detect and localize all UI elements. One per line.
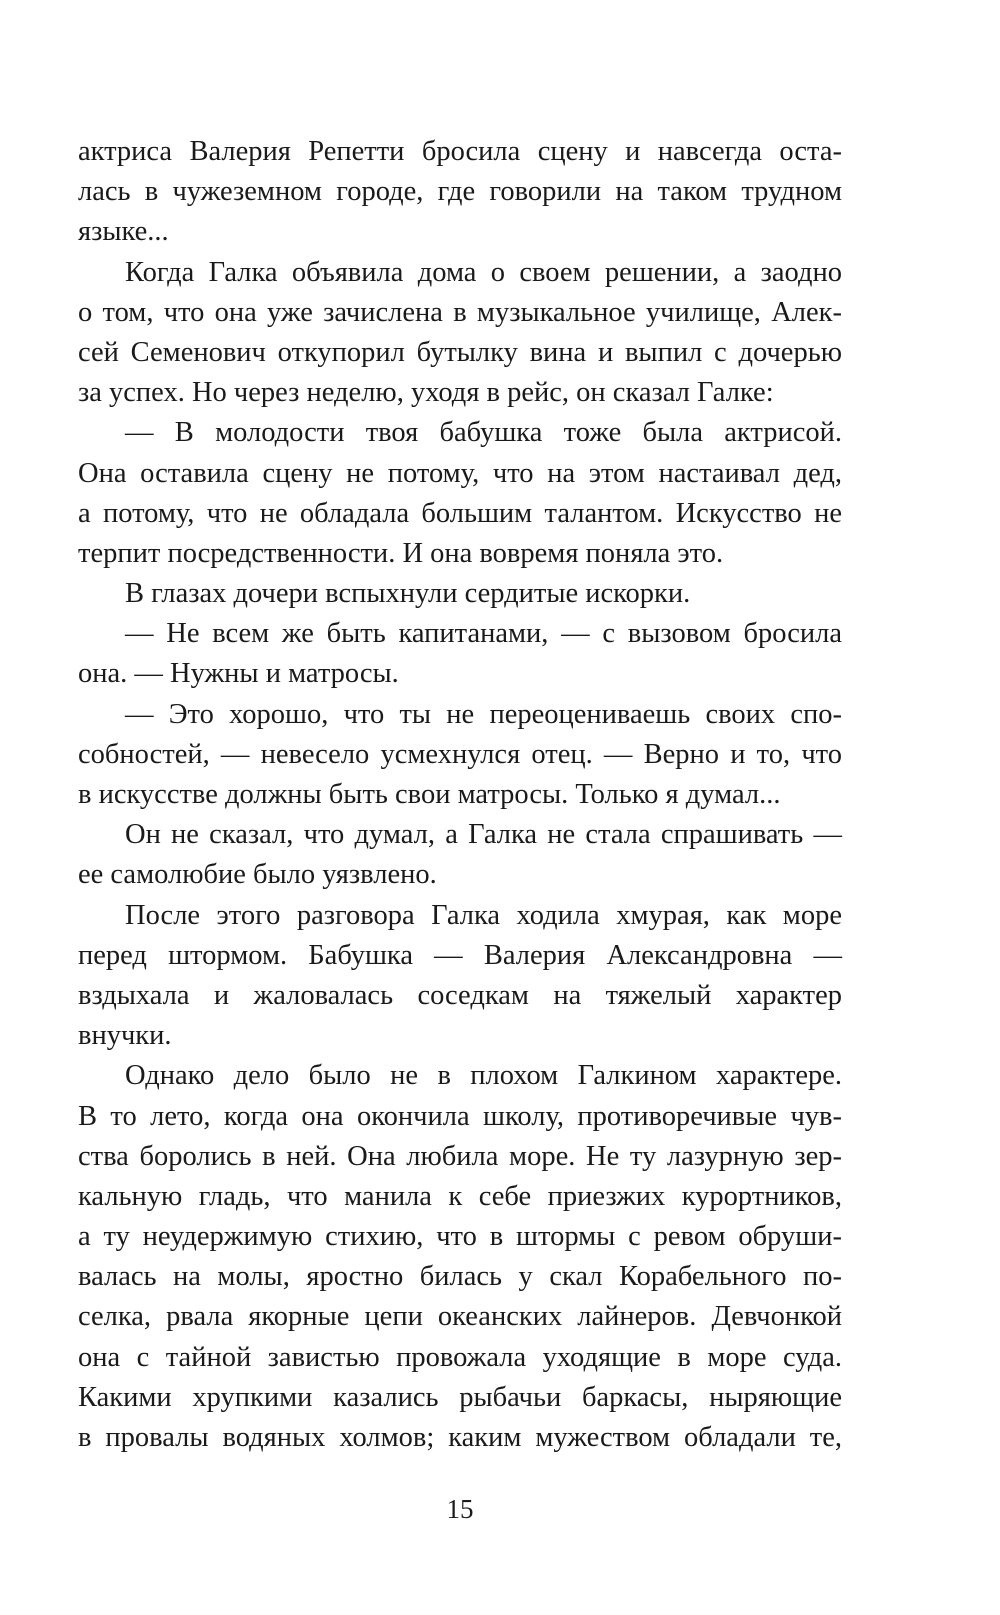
text-line: внучки. [78, 1020, 172, 1052]
text-line: Какими хрупкими казались рыбачьи баркасы, ныряющие [78, 1381, 842, 1413]
text-line: ее самолюбие было уязвлено. [78, 859, 437, 891]
text-line: собностей, — невесело усмехнулся отец. — Верно и то, что [78, 738, 842, 770]
text-line: за успех. Но через неделю, уходя в рейс, он сказал Галке: [78, 377, 774, 409]
page-number: 15 [446, 1494, 474, 1524]
text-line: — Не всем же быть капитанами, — с вызовом бросила [125, 618, 842, 650]
text-line: в искусстве должны быть свои матросы. Только я думал... [78, 779, 781, 810]
text-line: а ту неудержимую стихию, что в штормы с ревом обруши- [78, 1221, 842, 1253]
text-line: В глазах дочери вспыхнули сердитые искорки. [125, 578, 691, 610]
text-line: В то лето, когда она окончила школу, противоречивые чув- [78, 1100, 842, 1132]
text-line: терпит посредственности. И она вовремя поняла это. [78, 537, 724, 569]
text-line: селка, рвала якорные цепи океанских лайнеров. Девчонкой [78, 1301, 842, 1333]
text-line: о том, что она уже зачислена в музыкальное училище, Алек- [78, 296, 842, 328]
text-line: актриса Валерия Репетти бросила сцену и навсегда оста- [78, 136, 842, 167]
text-line: лась в чужеземном городе, где говорили на таком трудном [78, 176, 842, 208]
text-line: она. — Нужны и матросы. [78, 658, 399, 690]
text-line: сей Семенович откупорил бутылку вина и выпил с дочерью [78, 336, 842, 368]
text-line: языке... [78, 216, 169, 248]
text-line: Он не сказал, что думал, а Галка не стала спрашивать — [125, 819, 842, 851]
text-line: Однако дело было не в плохом Галкином характере. [125, 1060, 842, 1092]
text-line: в провалы водяных холмов; каким мужеством обладали те, [78, 1422, 842, 1453]
text-line: После этого разговора Галка ходила хмурая, как море [125, 899, 842, 931]
text-line: вздыхала и жаловалась соседкам на тяжелый характер [78, 979, 842, 1011]
text-line: ства боролись в ней. Она любила море. Не ту лазурную зер- [78, 1140, 842, 1172]
text-line: — Это хорошо, что ты не переоцениваешь своих спо- [125, 698, 842, 730]
body-text [78, 132, 842, 1458]
text-line: Она оставила сцену не потому, что на этом настаивал дед, [78, 457, 842, 489]
text-line: — В молодости твоя бабушка тоже была актрисой. [125, 417, 842, 449]
text-line: а потому, что не обладала большим талантом. Искусство не [78, 497, 842, 529]
text-line: Когда Галка объявила дома о своем решении, а заодно [125, 256, 842, 288]
text-line: кальную гладь, что манила к себе приезжих курортников, [78, 1180, 842, 1212]
text-line: она с тайной завистью провожала уходящие в море суда. [78, 1341, 842, 1373]
text-line: перед штормом. Бабушка — Валерия Александровна — [78, 939, 842, 971]
text-line: валась на молы, яростно билась у скал Корабельного по- [78, 1261, 842, 1293]
